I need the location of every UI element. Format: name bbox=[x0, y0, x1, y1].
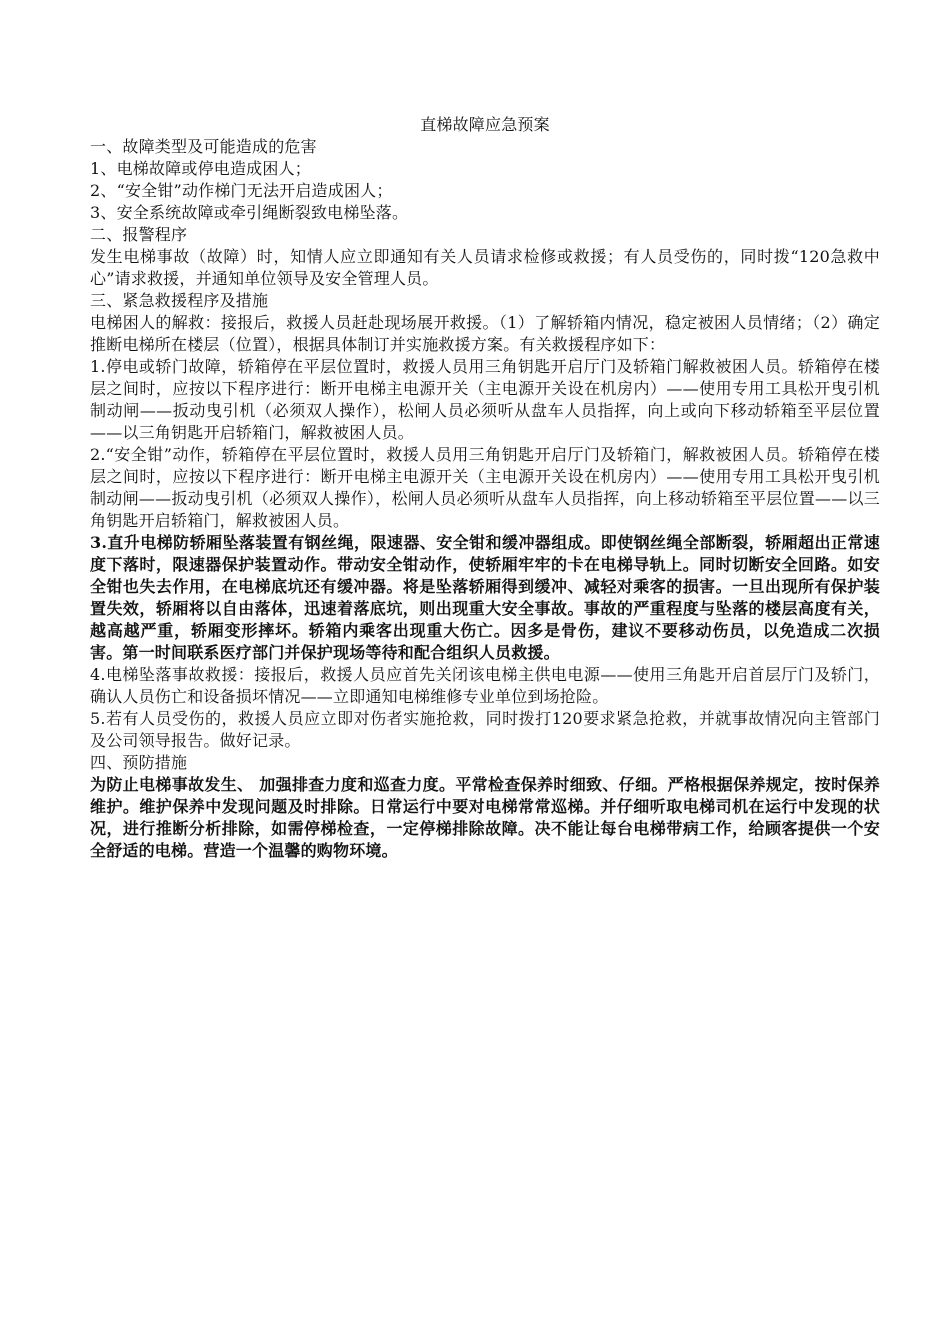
list-item: 2、“安全钳”动作梯门无法开启造成困人； bbox=[90, 181, 393, 200]
section-heading-alarm: 二、报警程序 bbox=[90, 225, 188, 244]
list-item: 3、安全系统故障或牵引绳断裂致电梯坠落。 bbox=[90, 203, 409, 222]
prevention-paragraph: 为防止电梯事故发生、 加强排查力度和巡查力度。平常检查保养时细致、仔细。严格根据保养规定，按时保养维护。维护保养中发现问题及时排除。日常运行中要对电梯常常巡梯。并仔细听取电梯司机在运行中发现的状况，进行推断分析排除，如需停梯检查，一定停梯排除故障。决不能让每台电梯带病工作，给顾客提供一个安全舒适的电梯。营造一个温馨的购物环境。 bbox=[90, 775, 880, 860]
document-page bbox=[90, 114, 880, 862]
section-heading-hazards: 一、故障类型及可能造成的危害 bbox=[90, 137, 317, 156]
section-heading-rescue: 三、紧急救援程序及措施 bbox=[90, 291, 269, 310]
rescue-item-3: 3.直升电梯防轿厢坠落装置有钢丝绳，限速器、安全钳和缓冲器组成。即使钢丝绳全部断裂，轿厢超出正常速度下落时，限速器保护装置动作。带动安全钳动作，使轿厢牢牢的卡在电梯导轨上。同时切断安全回路。如安全钳也失去作用，在电梯底坑还有缓冲器。将是坠落轿厢得到缓冲、减轻对乘客的损害。一旦出现所有保护装置失效，轿厢将以自由落体，迅速着落底坑，则出现重大安全事故。事故的严重程度与坠落的楼层高度有关，越高越严重，轿厢变形摔坏。轿箱内乘客出现重大伤亡。因多是骨伤，建议不要移动伤员，以免造成二次损害。第一时间联系医疗部门并保护现场等待和配合组织人员救援。 bbox=[90, 533, 880, 662]
rescue-item-5: 5.若有人员受伤的，救援人员应立即对伤者实施抢救，同时拨打120要求紧急抢救，并就事故情况向主管部门及公司领导报告。做好记录。 bbox=[90, 709, 880, 750]
section-heading-prevention: 四、预防措施 bbox=[90, 753, 188, 772]
rescue-item-1: 1.停电或轿门故障，轿箱停在平层位置时，救援人员用三角钥匙开启厅门及轿箱门解救被困人员。轿箱停在楼层之间时，应按以下程序进行：断开电梯主电源开关（主电源开关设在机房内）——使用专用工具松开曳引机制动闸——扳动曳引机（必须双人操作），松闸人员必须听从盘车人员指挥，向上或向下移动轿箱至平层位置——以三角钥匙开启轿箱门，解救被困人员。 bbox=[90, 357, 880, 442]
alarm-paragraph: 发生电梯事故（故障）时，知情人应立即通知有关人员请求检修或救援；有人员受伤的，同时拨“120急救中心”请求救援，并通知单位领导及安全管理人员。 bbox=[90, 247, 880, 288]
list-item: 1、电梯故障或停电造成困人； bbox=[90, 159, 311, 178]
rescue-item-4: 4.电梯坠落事故救援：接报后，救援人员应首先关闭该电梯主供电电源——使用三角匙开启首层厅门及轿门，确认人员伤亡和设备损坏情况——立即通知电梯维修专业单位到场抢险。 bbox=[90, 665, 880, 706]
rescue-item-2: 2.“安全钳”动作，轿箱停在平层位置时，救援人员用三角钥匙开启厅门及轿箱门，解救被困人员。轿箱停在楼层之间时，应按以下程序进行：断开电梯主电源开关（主电源开关设在机房内）——使用专用工具松开曳引机制动闸——扳动曳引机（必须双人操作），松闸人员必须听从盘车人员指挥，向上移动轿箱至平层位置——以三角钥匙开启轿箱门，解救被困人员。 bbox=[90, 445, 880, 530]
document-title: 直梯故障应急预案 bbox=[420, 115, 550, 134]
rescue-intro-paragraph: 电梯困人的解救：接报后，救援人员赶赴现场展开救援。（1）了解轿箱内情况，稳定被困人员情绪；（2）确定推断电梯所在楼层（位置），根据具体制订并实施救援方案。有关救援程序如下： bbox=[90, 313, 880, 354]
